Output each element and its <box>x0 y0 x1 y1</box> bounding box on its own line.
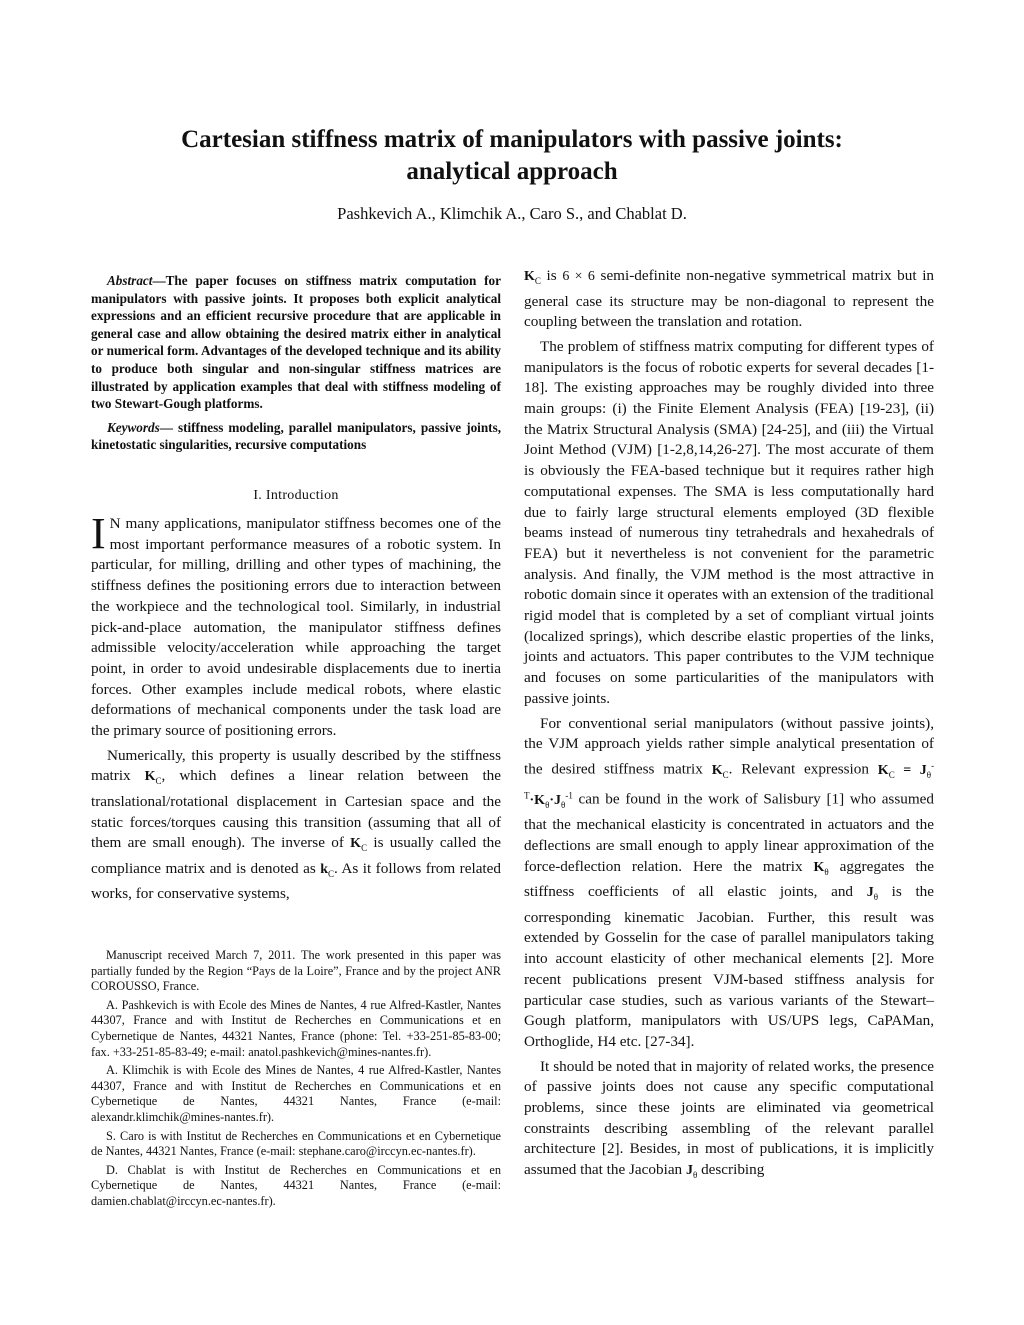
right-p3-part-b: describing <box>701 1161 765 1179</box>
footnote-caro: S. Caro is with Institut de Recherches en Communications et en Cybernetique de Nantes, 44321 Nantes, France (e-mail: stephane.caro@irccyn.ec-nantes.fr). <box>91 1128 501 1159</box>
stiffness-matrix-symbol: $K_C$ <box>524 269 541 286</box>
intro-p2-part-c: is usually called the compliance matrix and is denoted as <box>91 834 502 877</box>
compliance-matrix-symbol: $k_C$ <box>320 861 335 879</box>
keywords-text: — stiffness modeling, parallel manipulators, passive joints, kinetostatic singularities, recursive computations <box>91 419 501 453</box>
abstract-text: —The paper focuses on stiffness matrix computation for manipulators with passive joints. It proposes both explicit analytical expressions and an efficient recursive procedure that are applicable in general case and allow obtaining the desired matrix either in analytical or numerical form. Advantages of the developed technique and its ability to produce both singular and non-singular stiffness matrices are illustrated by application examples that deal with stiffness modeling of two Stewart-Gough platforms. <box>91 273 501 412</box>
right-paragraph-1: The problem of stiffness matrix computing for different types of manipulators is the focus of robotic experts for several decades [1-18]. The existing approaches may be roughly divided into three main groups: (i) the Finite Element Analysis (FEA) [19-23], (ii) the Matrix Structural Analysis (SMA) [24-25], and (iii) the Virtual Joint Method (VJM) [1-2,8,14,26-27]. The most accurate of them is obviously the FEA-based technique but it requires rather high computational expenses. The SMA is less computationally hard due to fairly large structural elements employed (3D flexible beams instead of numerous tiny tetrahedrals and hexahedrals of FEA) but it nevertheless is not convenient for the parametric analysis. And finally, the VJM method is the most attractive in robotic domain since it operates with an extension of the traditional rigid model that is completed by a set of compliant virtual joints (localized springs), which describe elastic properties of the links, joints and actuators. This paper contributes to the VJM technique and focuses on some particularities of the manipulators with passive joints. <box>524 337 934 707</box>
jacobian-symbol: $J_\theta$ <box>685 1163 698 1180</box>
right-p2-part-d: aggregates the stiffness coefficients of all elastic joints, and <box>524 857 935 901</box>
stiffness-matrix-symbol: $K_C$ <box>144 769 162 787</box>
intro-p2-part-b: , which defines a linear relation between the translational/rotational displacement in Cartesian space and the static forces/torques causing this transition (assuming that all of them are small enough). The inverse of <box>91 767 502 852</box>
intro-p2-part-d: . As it follows from related works, for conservative systems, <box>91 859 501 903</box>
paper-title <box>60 124 964 188</box>
footnotes <box>91 948 501 1210</box>
right-p2-part-e: is the corresponding kinematic Jacobian. Further, this result was extended by Gosselin for the case of parallel manipulators taking into account elasticity of other mechanical elements [2]. More recent publications present VJM-based stiffness analysis for particular case studies, such as various variants of the Stewart–Gough platform, manipulators with US/UPS legs, CaPAMan, Orthoglide, H4 etc. [27-34]. <box>524 883 935 1050</box>
right-column-body <box>524 266 934 1186</box>
abstract <box>91 272 501 454</box>
right-p0-part-a: is <box>546 267 557 284</box>
footnote-pashkevich: A. Pashkevich is with Ecole des Mines de Nantes, 4 rue Alfred-Kastler, Nantes 44307, France and with Institut de Recherches en Communications et en Cybernetique de Nantes, 44321 Nantes, France (phone: Tel. +33-251-85-83-00; fax. +33-251-85-83-49; e-mail: anatol.pashkevich@mines-nantes.fr). <box>91 997 501 1059</box>
joint-stiffness-symbol: $K_\theta$ <box>813 859 829 877</box>
right-p2-part-a: For conventional serial manipulators (without passive joints), the VJM approach yields rather simple analytical presentation of the desired stiffness matrix <box>524 714 934 778</box>
abstract-label: Abstract <box>107 273 153 288</box>
intro-body <box>91 509 502 905</box>
jacobian-symbol: $J_\theta$ <box>866 885 878 902</box>
stiffness-equation: $K_C = J_\theta^{-T}\cdot K_\theta\cdot J_\theta^{-1}$ <box>524 759 935 810</box>
right-p0-part-b: semi-definite non-negative symmetrical matrix but in general case its structure may be non-diagonal to represent the coupling between the translation and rotation. <box>524 267 935 331</box>
right-p3-part-a: It should be noted that in majority of related works, the presence of passive joints does not cause any specific computational problems, since these joints are eliminated via geometrical constraints describing assembling of the relevant parallel architecture [2]. Besides, in most of publications, it is implicitly assumed that the Jacobian <box>524 1057 934 1179</box>
right-p2-part-c: can be found in the work of Salisbury [1] who assumed that the mechanical elasticity is concentrated in actuators and the deflections are small enough to apply linear approximation of the force-deflection relation. Here the matrix <box>524 790 934 875</box>
stiffness-matrix-symbol: $K_C$ <box>711 762 729 780</box>
footnote-chablat: D. Chablat is with Institut de Recherches en Communications et en Cybernetique de Nantes, 44321 Nantes, France (e-mail: damien.chablat@irccyn.ec-nantes.fr). <box>91 1162 501 1208</box>
intro-paragraph-1: N many applications, manipulator stiffness becomes one of the most important performance measures of a robotic system. In particular, for milling, drilling and other types of machining, the stiffness defines the positioning errors due to interaction between the workpiece and the technological tool. Similarly, in industrial pick-and-place automation, the manipulator stiffness defines admissible velocity/acceleration while approaching the target point, in order to avoid undesirable displacements due to inertia forces. Other examples include medical robots, where elastic deformations of mechanical components under the task load are the primary source of positioning errors. <box>91 515 501 740</box>
right-p2-part-b: . Relevant expression <box>728 760 869 778</box>
section-heading: I. Introduction <box>253 488 339 503</box>
footnote-klimchik: A. Klimchik is with Ecole des Mines de Nantes, 4 rue Alfred-Kastler, Nantes 44307, France and with Institut de Recherches en Communications et en Cybernetique de Nantes, 44321 Nantes, France (e-mail: alexandr.klimchik@mines-nantes.fr). <box>91 1063 501 1124</box>
footnote-manuscript: Manuscript received March 7, 2011. The work presented in this paper was partially funded by the Region “Pays de la Loire”, France and by the project ANR COROUSSO, France. <box>91 948 501 994</box>
title-line-2: analytical approach <box>406 158 618 185</box>
title-line-1: Cartesian stiffness matrix of manipulators with passive joints: <box>181 126 843 153</box>
stiffness-matrix-symbol: $K_C$ <box>350 836 368 854</box>
author-list: Pashkevich A., Klimchik A., Caro S., and Chablat D. <box>337 204 687 223</box>
intro-p2-part-a: Numerically, this property is usually described by the stiffness matrix <box>91 746 501 785</box>
matrix-dimension: 6 × 6 <box>562 269 595 284</box>
keywords-label: Keywords <box>107 419 160 435</box>
drop-cap: I <box>91 509 106 558</box>
